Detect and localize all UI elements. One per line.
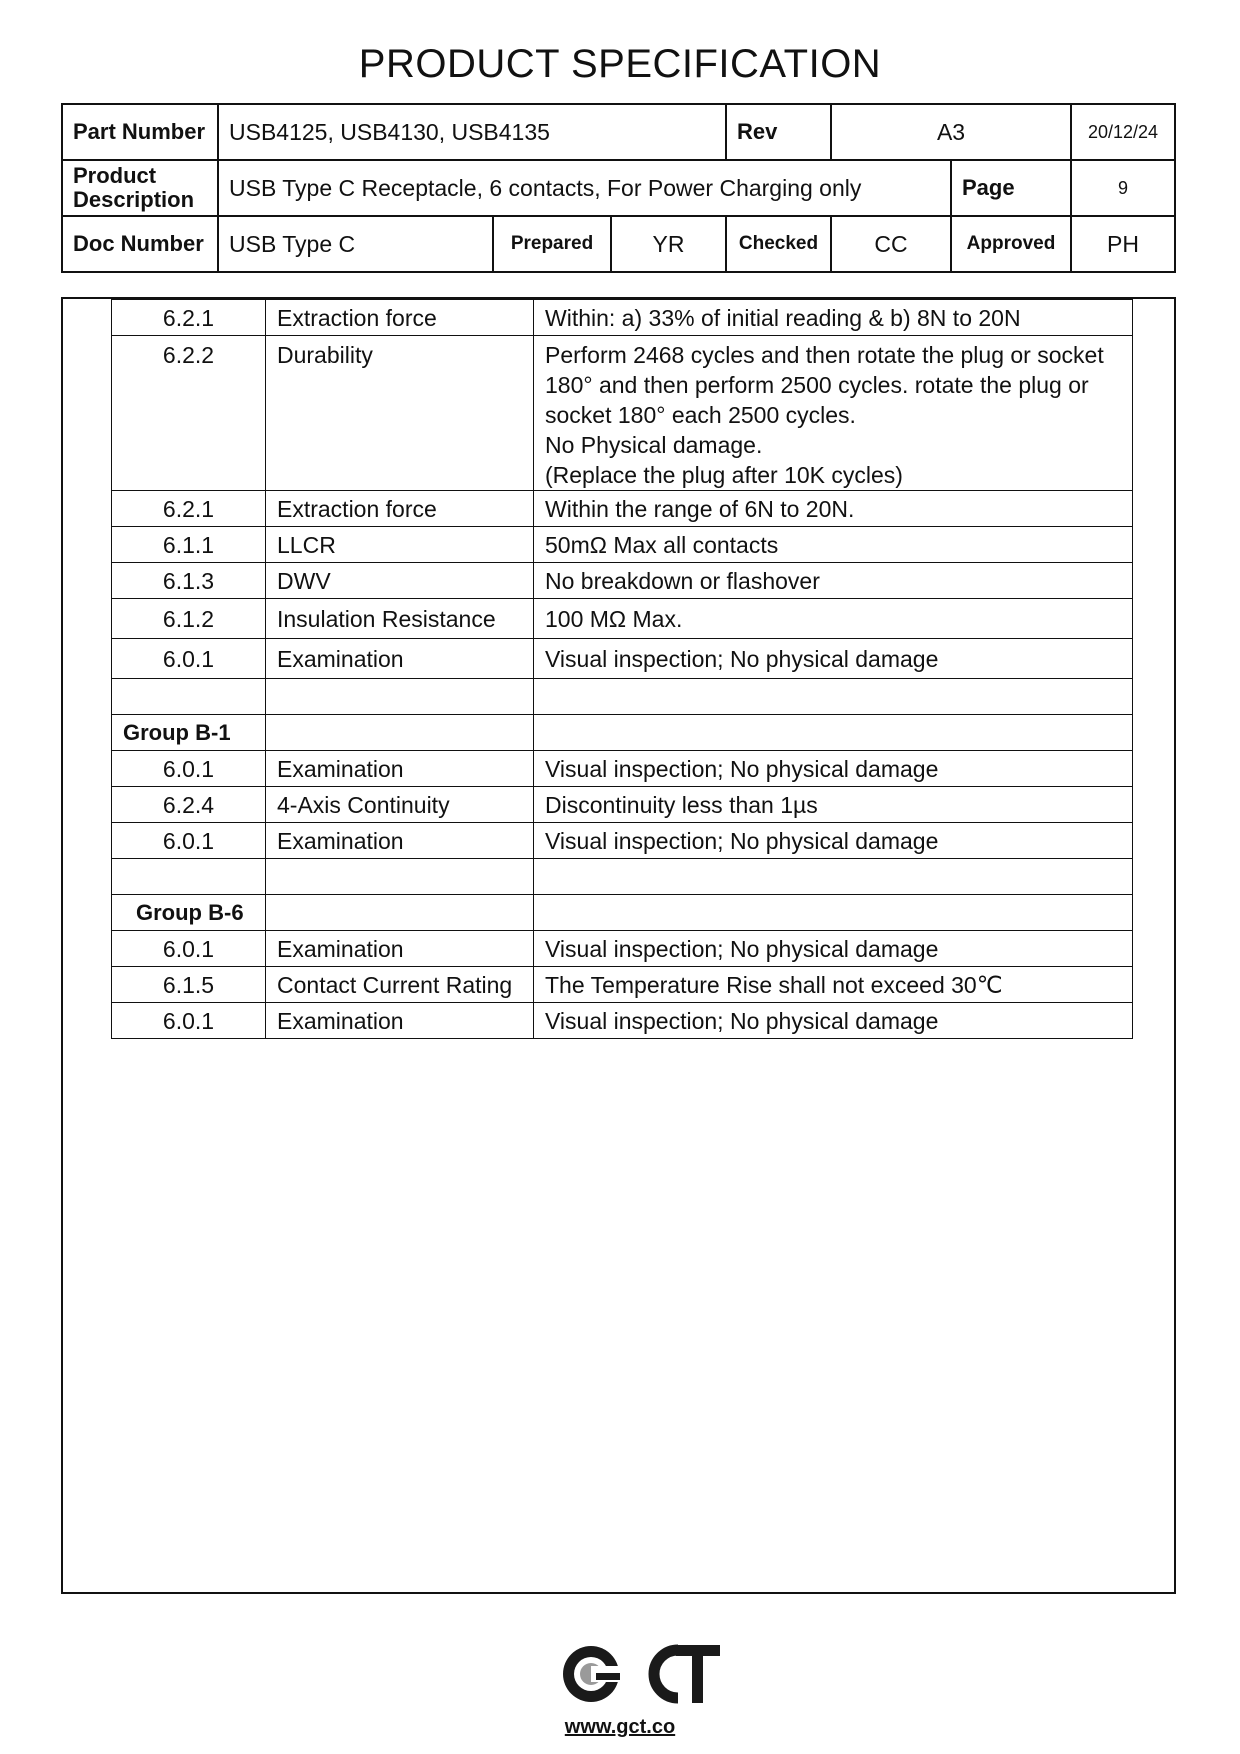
section-cell: 6.1.3 xyxy=(112,563,266,599)
test-name-cell xyxy=(266,859,534,895)
group-heading: Group B-1 xyxy=(112,715,266,751)
product-description-value: USB Type C Receptacle, 6 contacts, For Power Charging only xyxy=(218,160,951,216)
test-name-cell: Durability xyxy=(266,336,534,491)
requirement-cell: Visual inspection; No physical damage xyxy=(534,639,1133,679)
prepared-label: Prepared xyxy=(493,216,611,272)
doc-number-value: USB Type C xyxy=(218,216,493,272)
requirement-cell xyxy=(534,336,1133,491)
approved-value: PH xyxy=(1071,216,1175,272)
section-cell xyxy=(112,679,266,715)
section-cell: 6.0.1 xyxy=(112,823,266,859)
doc-number-label: Doc Number xyxy=(62,216,218,272)
section-cell: 6.2.4 xyxy=(112,787,266,823)
requirement-cell: Within the range of 6N to 20N. xyxy=(534,491,1133,527)
table-row xyxy=(112,823,1133,859)
table-row xyxy=(112,715,1133,751)
test-name-cell: Examination xyxy=(266,931,534,967)
test-sequence-table xyxy=(111,299,1133,1039)
section-cell: 6.2.2 xyxy=(112,336,266,491)
requirement-cell: Visual inspection; No physical damage xyxy=(534,751,1133,787)
section-cell xyxy=(112,859,266,895)
approved-label: Approved xyxy=(951,216,1071,272)
test-name-cell: Extraction force xyxy=(266,491,534,527)
requirement-line: Perform 2468 cycles and then rotate the plug or socket xyxy=(545,342,1104,368)
header-table xyxy=(61,103,1176,273)
table-row xyxy=(112,931,1133,967)
test-name-cell: DWV xyxy=(266,563,534,599)
website-link[interactable]: www.gct.co xyxy=(564,1716,676,1738)
requirement-cell: 50mΩ Max all contacts xyxy=(534,527,1133,563)
group-heading: Group B-6 xyxy=(112,895,266,931)
requirement-line: 180° and then perform 2500 cycles. rotate the plug or xyxy=(545,372,1089,398)
requirement-line: (Replace the plug after 10K cycles) xyxy=(545,462,903,488)
date-value: 20/12/24 xyxy=(1071,104,1175,160)
prepared-value: YR xyxy=(611,216,726,272)
section-cell: 6.1.2 xyxy=(112,599,266,639)
table-row xyxy=(112,679,1133,715)
page-title: PRODUCT SPECIFICATION xyxy=(358,42,882,86)
table-row xyxy=(112,895,1133,931)
test-name-cell: Examination xyxy=(266,639,534,679)
table-row xyxy=(112,300,1133,336)
table-row xyxy=(112,787,1133,823)
table-row xyxy=(112,967,1133,1003)
section-cell: 6.1.5 xyxy=(112,967,266,1003)
test-name-cell xyxy=(266,679,534,715)
page-label: Page xyxy=(951,160,1071,216)
rev-value: A3 xyxy=(831,104,1071,160)
product-description-label: Product Description xyxy=(62,160,218,216)
requirement-cell: Visual inspection; No physical damage xyxy=(534,1003,1133,1039)
test-name-cell: Contact Current Rating xyxy=(266,967,534,1003)
requirement-cell: Within: a) 33% of initial reading & b) 8N to 20N xyxy=(534,300,1133,336)
test-name-cell: LLCR xyxy=(266,527,534,563)
checked-value: CC xyxy=(831,216,951,272)
table-row xyxy=(112,859,1133,895)
page-value: 9 xyxy=(1071,160,1175,216)
requirement-line: socket 180° each 2500 cycles. xyxy=(545,402,856,428)
test-name-cell: 4-Axis Continuity xyxy=(266,787,534,823)
gct-logo xyxy=(560,1640,720,1708)
table-row xyxy=(112,639,1133,679)
checked-label: Checked xyxy=(726,216,831,272)
section-cell: 6.1.1 xyxy=(112,527,266,563)
test-name-cell: Examination xyxy=(266,823,534,859)
section-cell: 6.0.1 xyxy=(112,1003,266,1039)
table-row xyxy=(112,599,1133,639)
section-cell: 6.0.1 xyxy=(112,751,266,787)
table-row xyxy=(112,336,1133,491)
table-row xyxy=(112,1003,1133,1039)
requirement-cell: Visual inspection; No physical damage xyxy=(534,823,1133,859)
part-number-label: Part Number xyxy=(62,104,218,160)
section-cell: 6.0.1 xyxy=(112,639,266,679)
section-cell: 6.0.1 xyxy=(112,931,266,967)
requirement-cell xyxy=(534,679,1133,715)
table-row xyxy=(112,491,1133,527)
test-name-cell: Extraction force xyxy=(266,300,534,336)
rev-label: Rev xyxy=(726,104,831,160)
table-row xyxy=(112,563,1133,599)
part-number-value: USB4125, USB4130, USB4135 xyxy=(218,104,726,160)
section-cell: 6.2.1 xyxy=(112,300,266,336)
requirement-cell: No breakdown or flashover xyxy=(534,563,1133,599)
table-row xyxy=(112,527,1133,563)
test-name-cell: Insulation Resistance xyxy=(266,599,534,639)
table-row xyxy=(112,751,1133,787)
requirement-cell: Visual inspection; No physical damage xyxy=(534,931,1133,967)
requirement-cell: Discontinuity less than 1µs xyxy=(534,787,1133,823)
requirement-cell: The Temperature Rise shall not exceed 30℃ xyxy=(534,967,1133,1003)
test-name-cell: Examination xyxy=(266,1003,534,1039)
requirement-line: No Physical damage. xyxy=(545,432,763,458)
section-cell: 6.2.1 xyxy=(112,491,266,527)
test-name-cell: Examination xyxy=(266,751,534,787)
requirement-cell: 100 MΩ Max. xyxy=(534,599,1133,639)
requirement-cell xyxy=(534,859,1133,895)
